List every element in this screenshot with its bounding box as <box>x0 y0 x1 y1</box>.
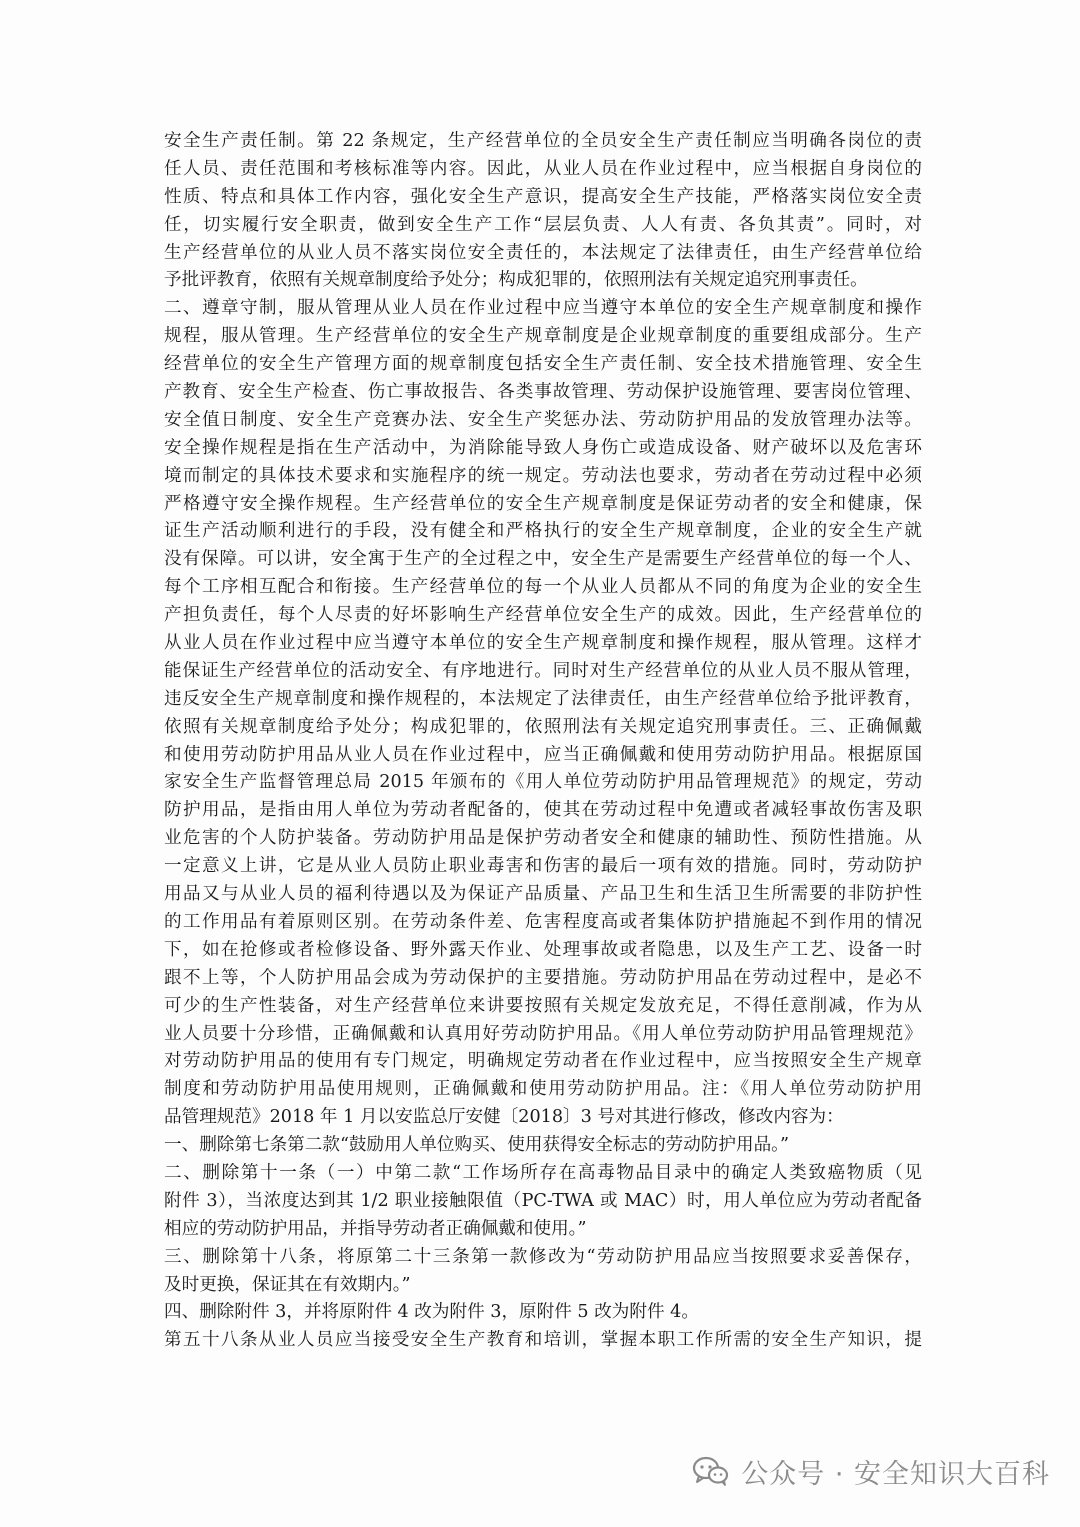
document-body <box>164 128 922 1355</box>
text-line: 可少的生产性装备，对生产经营单位来讲要按照有关规定发放充足，不得任意削减，作为从 <box>164 995 922 1016</box>
text-line: 安全生产责任制。第 22 条规定，生产经营单位的全员安全生产责任制应当明确各岗位的责 <box>164 131 922 151</box>
text-line: 任人员、责任范围和考核标准等内容。因此，从业人员在作业过程中，应当根据自身岗位的 <box>164 158 922 179</box>
text-line: 违反安全生产规章制度和操作规程的，本法规定了法律责任，由生产经营单位给予批评教育， <box>164 688 922 709</box>
text-line: 用品又与从业人员的福利待遇以及为保证产品质量、产品卫生和生活卫生所需要的非防护性 <box>164 884 922 905</box>
text-line: 三、删除第十八条，将原第二十三条第一款修改为“劳动防护用品应当按照要求妥善保存， <box>164 1246 922 1267</box>
text-line: 产教育、安全生产检查、伤亡事故报告、各类事故管理、劳动保护设施管理、要害岗位管理、 <box>164 382 922 403</box>
text-line: 附件 3），当浓度达到其 1/2 职业接触限值（PC-TWA 或 MAC）时，用人单位应为劳动者配备 <box>164 1190 922 1211</box>
wechat-icon <box>691 1455 731 1487</box>
text-line: 制度和劳动防护用品使用规则，正确佩戴和使用劳动防护用品。注：《用人单位劳动防护用 <box>164 1079 922 1100</box>
text-line: 业危害的个人防护装备。劳动防护用品是保护劳动者安全和健康的辅助性、预防性措施。从 <box>164 828 922 849</box>
text-line: 品管理规范》2018 年 1 月以安监总厅安健〔2018〕3 号对其进行修改，修改内容为： <box>164 1107 844 1128</box>
text-line: 予批评教育，依照有关规章制度给予处分；构成犯罪的，依照刑法有关规定追究刑事责任。 <box>164 270 868 291</box>
text-line: 经营单位的安全生产管理方面的规章制度包括安全生产责任制、安全技术措施管理、安全生 <box>164 354 922 375</box>
text-line: 跟不上等，个人防护用品会成为劳动保护的主要措施。劳动防护用品在劳动过程中，是必不 <box>164 967 922 988</box>
text-line: 规程，服从管理。生产经营单位的安全生产规章制度是企业规章制度的重要组成部分。生产 <box>164 326 922 347</box>
text-line: 防护用品，是指由用人单位为劳动者配备的，使其在劳动过程中免遭或者减轻事故伤害及职 <box>164 800 922 821</box>
text-line: 下，如在抢修或者检修设备、野外露天作业、处理事故或者隐患，以及生产工艺、设备一时 <box>164 939 922 960</box>
text-line: 产担负责任，每个人尽责的好坏影响生产经营单位安全生产的成效。因此，生产经营单位的 <box>164 605 922 626</box>
text-line: 证生产活动顺利进行的手段，没有健全和严格执行的安全生产规章制度，企业的安全生产就 <box>164 521 922 542</box>
text-line: 能保证生产经营单位的活动安全、有序地进行。同时对生产经营单位的从业人员不服从管理， <box>164 660 922 681</box>
text-line: 性质、特点和具体工作内容，强化安全生产意识，提高安全生产技能，严格落实岗位安全责 <box>164 186 922 207</box>
watermark-text: 公众号 · 安全知识大百科 <box>741 1458 1050 1490</box>
text-line: 和使用劳动防护用品从业人员在作业过程中，应当正确佩戴和使用劳动防护用品。根据原国 <box>164 744 922 765</box>
text-line: 每个工序相互配合和衔接。生产经营单位的每一个从业人员都从不同的角度为企业的安全生 <box>164 577 922 598</box>
text-line: 严格遵守安全操作规程。生产经营单位的安全生产规章制度是保证劳动者的安全和健康，保 <box>164 493 922 514</box>
text-line: 家安全生产监督管理总局 2015 年颁布的《用人单位劳动防护用品管理规范》的规定，劳动 <box>164 772 922 793</box>
text-line: 二、遵章守制，服从管理从业人员在作业过程中应当遵守本单位的安全生产规章制度和操作 <box>164 298 922 319</box>
text-line: 业人员要十分珍惜，正确佩戴和认真用好劳动防护用品。《用人单位劳动防护用品管理规范》 <box>164 1023 922 1044</box>
text-line: 安全操作规程是指在生产活动中，为消除能导致人身伤亡或造成设备、财产破坏以及危害环 <box>164 437 922 458</box>
text-line: 生产经营单位的从业人员不落实岗位安全责任的，本法规定了法律责任，由生产经营单位给 <box>164 242 922 263</box>
text-line: 二、删除第十一条（一）中第二款“工作场所存在高毒物品目录中的确定人类致癌物质（见 <box>164 1162 922 1183</box>
text-line: 及时更换，保证其在有效期内。” <box>164 1274 411 1295</box>
text-line: 境而制定的具体技术要求和实施程序的统一规定。劳动法也要求，劳动者在劳动过程中必须 <box>164 465 922 486</box>
watermark <box>691 1451 1050 1491</box>
text-line: 第五十八条从业人员应当接受安全生产教育和培训，掌握本职工作所需的安全生产知识，提 <box>164 1330 922 1351</box>
text-line: 对劳动防护用品的使用有专门规定，明确规定劳动者在作业过程中，应当按照安全生产规章 <box>164 1051 922 1072</box>
text-line: 任，切实履行安全职责，做到安全生产工作“层层负责、人人有责、各负其责”。同时，对 <box>164 214 922 235</box>
text-line: 一定意义上讲，它是从业人员防止职业毒害和伤害的最后一项有效的措施。同时，劳动防护 <box>164 856 922 877</box>
text-line: 相应的劳动防护用品，并指导劳动者正确佩戴和使用。” <box>164 1218 587 1239</box>
text-line: 一、删除第七条第二款“鼓励用人单位购买、使用获得安全标志的劳动防护用品。” <box>164 1135 789 1156</box>
text-line: 的工作用品有着原则区别。在劳动条件差、危害程度高或者集体防护措施起不到作用的情况 <box>164 911 922 932</box>
text-line: 四、删除附件 3，并将原附件 4 改为附件 3，原附件 5 改为附件 4。 <box>164 1302 699 1323</box>
text-line: 依照有关规章制度给予处分；构成犯罪的，依照刑法有关规定追究刑事责任。三、正确佩戴 <box>164 716 922 737</box>
text-line: 从业人员在作业过程中应当遵守本单位的安全生产规章制度和操作规程，服从管理。这样才 <box>164 633 922 654</box>
text-line: 没有保障。可以讲，安全寓于生产的全过程之中，安全生产是需要生产经营单位的每一个人、 <box>164 549 922 570</box>
text-line: 安全值日制度、安全生产竞赛办法、安全生产奖惩办法、劳动防护用品的发放管理办法等。 <box>164 409 922 430</box>
